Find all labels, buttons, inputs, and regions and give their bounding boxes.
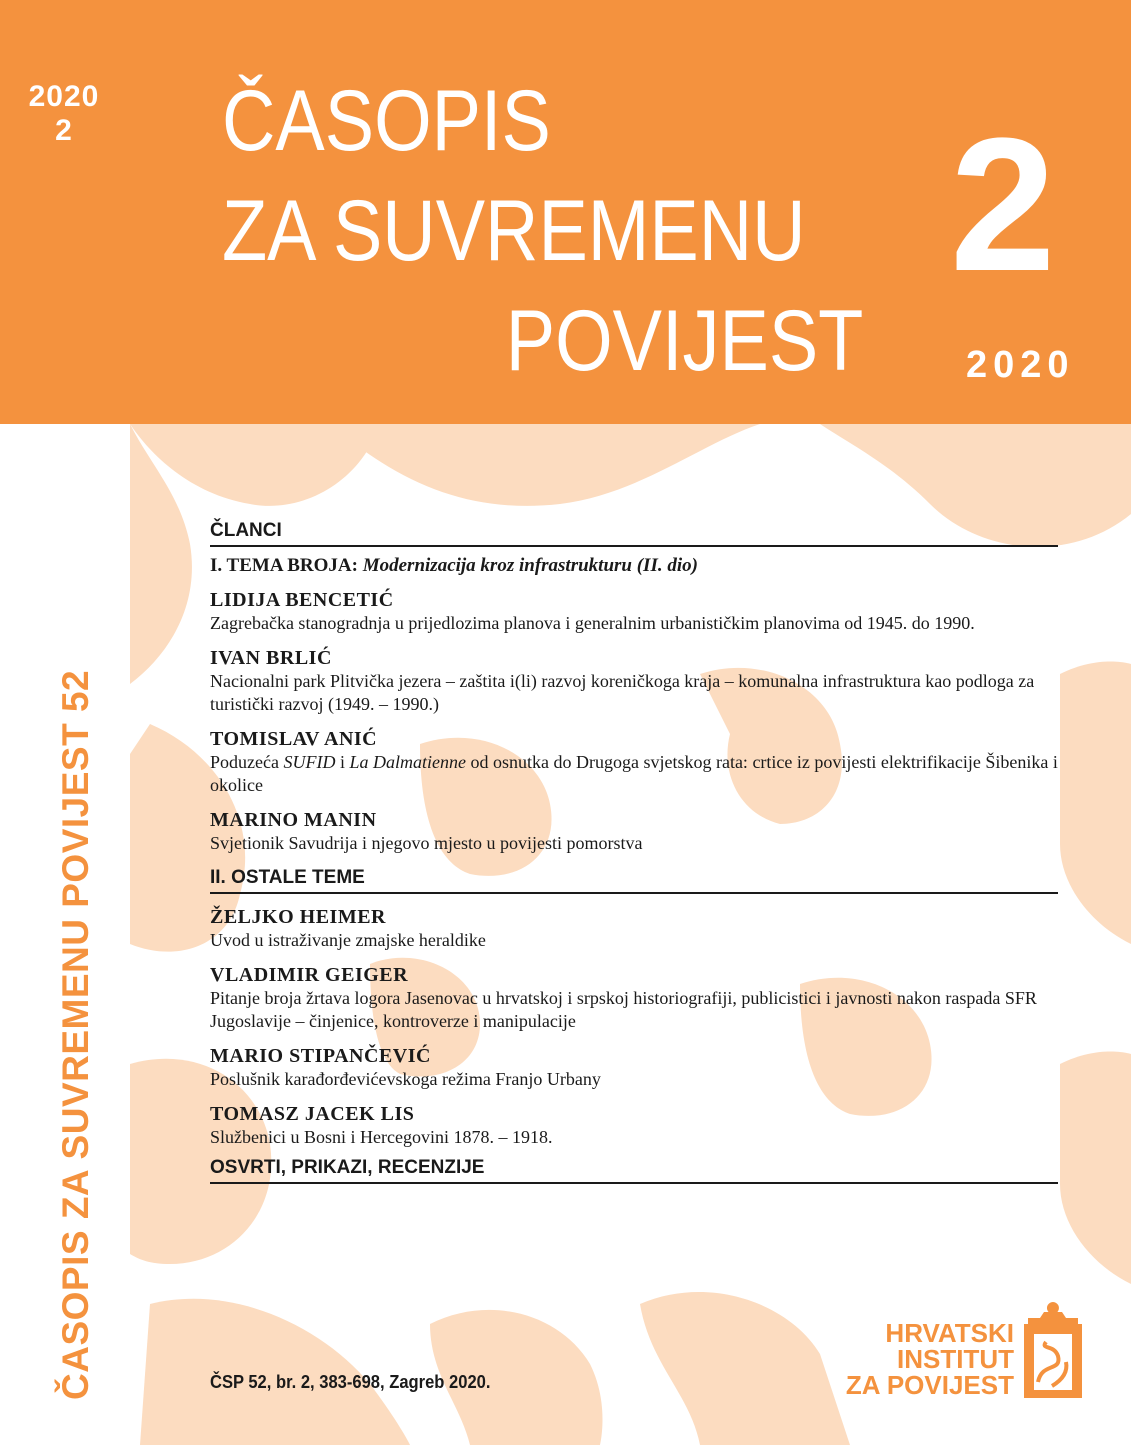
article-entry bbox=[210, 727, 1058, 797]
article-author: ŽELJKO HEIMER bbox=[210, 906, 386, 928]
corner-year: 2020 bbox=[28, 80, 100, 113]
title-part: i bbox=[339, 752, 345, 772]
title-line-1: ČASOPIS bbox=[222, 73, 551, 169]
logo-text bbox=[828, 1320, 1014, 1398]
article-title: Službenici u Bosni i Hercegovini 1878. – 1918. bbox=[210, 1127, 553, 1147]
article-entry bbox=[210, 646, 1058, 716]
article-author: TOMISLAV ANIĆ bbox=[210, 728, 378, 750]
article-author: LIDIJA BENCETIĆ bbox=[210, 589, 394, 611]
logo-line-1: HRVATSKI bbox=[885, 1318, 1014, 1348]
title-emphasis: La Dalmatienne bbox=[349, 752, 466, 772]
logo-line-3: ZA POVIJEST bbox=[845, 1370, 1014, 1400]
article-title: Pitanje broja žrtava logora Jasenovac u hrvatskoj i srpskoj historiografiji, publicistici i javnosti nakon raspada SFR Jugoslavije – činjenice, kontroverze i manipulacije bbox=[210, 988, 1037, 1031]
corner-label bbox=[22, 80, 106, 148]
section-heading-ostale-teme: II. OSTALE TEME bbox=[210, 867, 1058, 894]
article-title: Uvod u istraživanje zmajske heraldike bbox=[210, 930, 486, 950]
issue-year: 2020 bbox=[966, 344, 1075, 386]
article-author: TOMASZ JACEK LIS bbox=[210, 1103, 415, 1125]
article-title: Nacionalni park Plitvička jezera – zaštita i(li) razvoj koreničkoga kraja – komunalna infrastruktura kao podloga za turistički razvoj (1949. – 1990.) bbox=[210, 671, 1035, 714]
theme-prefix: I. TEMA BROJA: bbox=[210, 555, 358, 576]
issue-number: 2 bbox=[950, 99, 1056, 311]
table-of-contents bbox=[210, 520, 1058, 1184]
article-title: Svjetionik Savudrija i njegovo mjesto u povijesti pomorstva bbox=[210, 833, 643, 853]
article-author: IVAN BRLIĆ bbox=[210, 647, 332, 669]
title-emphasis: SUFID bbox=[283, 752, 336, 772]
institute-logo bbox=[828, 1302, 1088, 1402]
section-heading-clanci: ČLANCI bbox=[210, 520, 1058, 547]
article-title: Zagrebačka stanogradnja u prijedlozima planova i generalnim urbanističkim planovima od 1945. do 1990. bbox=[210, 613, 975, 633]
article-author: MARIO STIPANČEVIĆ bbox=[210, 1045, 431, 1067]
logo-line-2: INSTITUT bbox=[897, 1344, 1014, 1374]
citation-footer: ČSP 52, br. 2, 383-698, Zagreb 2020. bbox=[210, 1372, 491, 1392]
article-title: Poslušnik karađorđevićevskoga režima Franjo Urbany bbox=[210, 1069, 601, 1089]
theme-suffix: (II. dio) bbox=[636, 555, 698, 576]
theme-line bbox=[210, 555, 1058, 577]
article-title bbox=[210, 751, 1058, 797]
section-heading-osvrti: OSVRTI, PRIKAZI, RECENZIJE bbox=[210, 1157, 1058, 1184]
theme-title: Modernizacija kroz infrastrukturu bbox=[362, 555, 632, 576]
article-author: VLADIMIR GEIGER bbox=[210, 964, 409, 986]
corner-issue: 2 bbox=[55, 114, 73, 147]
spine-title: ČASOPIS ZA SUVREMENU POVIJEST 52 bbox=[55, 669, 96, 1400]
title-line-2: ZA SUVREMENU bbox=[222, 183, 806, 279]
article-entry bbox=[210, 905, 1058, 952]
title-part: od osnutka do Drugoga svjetskog rata: crtice iz povijesti elektrifikacije Šibenika i okolice bbox=[210, 752, 1058, 795]
header-banner bbox=[0, 0, 1131, 424]
article-entry bbox=[210, 808, 1058, 855]
article-entry bbox=[210, 1102, 1058, 1149]
article-entry bbox=[210, 963, 1058, 1033]
article-entry bbox=[210, 1044, 1058, 1091]
article-entry bbox=[210, 588, 1058, 635]
title-part: Poduzeća bbox=[210, 752, 279, 772]
institute-building-icon bbox=[1018, 1302, 1088, 1402]
article-author: MARINO MANIN bbox=[210, 809, 377, 831]
title-line-3: POVIJEST bbox=[505, 293, 864, 389]
journal-title bbox=[222, 66, 863, 396]
